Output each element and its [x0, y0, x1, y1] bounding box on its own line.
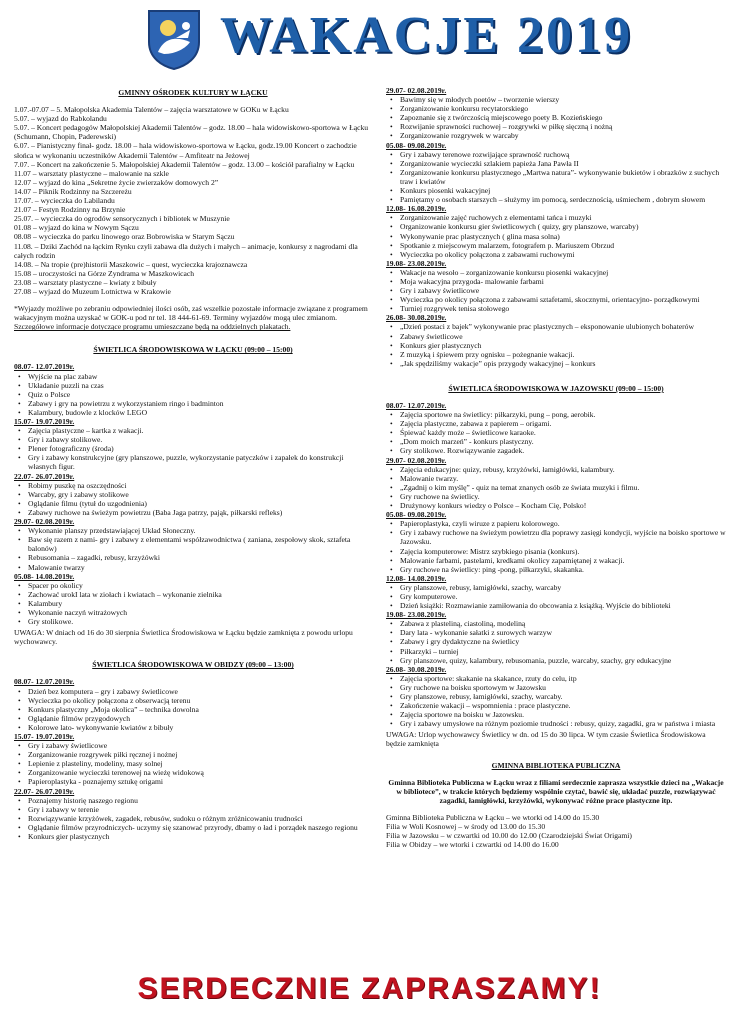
list-item: • Zorganizowanie rozgrywek w warcaby — [400, 131, 726, 140]
list-item: • Śpiewać każdy może – świetlicowe karaoke. — [400, 428, 726, 437]
list-item: • Dzień książki: Rozmawianie zamiłowania do obcowania z książką. Wyjście do biblioteki — [400, 601, 726, 610]
library-hours: Filia w Woli Kosnowej – w środy od 13.00 do 15.30 — [386, 822, 546, 832]
lacko-section-title: ŚWIETLICA ŚRODOWISKOWA W ŁĄCKU (09:00 – 15:00) — [93, 345, 293, 355]
list-item: • Zorganizowanie konkursu recytatorskiego — [400, 104, 726, 113]
activity-list — [14, 481, 372, 517]
activity-list — [386, 95, 726, 140]
list-item: • Plener fotograficzny (środa) — [28, 444, 372, 453]
gok-line: 12.07 – wyjazd do kina „Sekretne życie zwierzaków domowych 2” — [14, 177, 219, 187]
right-column — [386, 86, 726, 849]
list-item: • „Zgadnij o kim myślę” - quiz na temat znanych osób ze świata muzyki i filmu. — [400, 483, 726, 492]
library-hours: Gminna Biblioteka Publiczna w Łącku – we wtorki od 14.00 do 15.30 — [386, 812, 600, 822]
list-item: • Zabawy i gry dydaktyczne na świetlicy — [400, 637, 726, 646]
list-item: • Zajęcia edukacyjne: quizy, rebusy, krzyżówki, łamigłówki, kalambury. — [400, 465, 726, 474]
gok-line: 15.08 – uroczystości na Górze Zyndrama w Maszkowicach — [14, 268, 195, 278]
list-item: • Gry i zabawy terenowe rozwijające sprawność ruchową — [400, 150, 726, 159]
activity-list — [14, 426, 372, 471]
list-item: • Papieroplastyka, czyli wiruze z papieru kolorowego. — [400, 519, 726, 528]
list-item: • Poznajemy historię naszego regionu — [28, 796, 372, 805]
gok-line: 14.07 – Piknik Rodzinny na Szczereżu — [14, 186, 132, 196]
list-item: • Piłkarzyki – turniej — [400, 647, 726, 656]
list-item: • Bawimy się w młodych poetów – tworzenie wierszy — [400, 95, 726, 104]
activity-list — [386, 150, 726, 205]
activity-list — [386, 519, 726, 574]
jazowsko-note: UWAGA: Urlop wychowawcy Świetlicy w dn. od 15 do 30 lipca. W tym czasie Świetlica Środowiskowa będzie zamknięta — [386, 730, 706, 749]
list-item: • Gry i zabawy w terenie — [28, 805, 372, 814]
left-column — [14, 86, 372, 841]
list-item: • Rozwiązywanie krzyżówek, zagadek, rebusów, sudoku o różnym zróżnicowaniu trudności — [28, 814, 372, 823]
activity-list — [14, 526, 372, 571]
gok-line: 11.08. – Dziki Zachód na łąckim Rynku czyli zabawa dla dużych i małych – animacje, konkursy z nagrodami dla całych rodzin — [14, 241, 358, 260]
gok-note: *Wyjazdy możliwe po zebraniu odpowiedniej ilości osób, zaś wszelkie pozostałe informacje związane z programem wakacyjnym można uzyskać w GOK-u pod nr tel. 18 444-61-69. Terminy wyjazdów mogą ulec zmianom. — [14, 304, 368, 323]
list-item: • Gry i zabawy stolikowe. — [28, 435, 372, 444]
week-date: 05.08- 09.08.2019r. — [386, 510, 447, 520]
list-item: • Rebusomania – zagadki, rebusy, krzyżówki — [28, 553, 372, 562]
list-item: • Zajęcia sportowe: skakanie na skakance, rzuty do celu, itp — [400, 674, 726, 683]
gok-line: 6.07. – Pianistyczny finał- godz. 18.00 – hala widowiskowo-sportowa w Łącku, godz.19.00 Koncert o zachodzie słońca w wykonaniu uczestników Akademii Talentów – Amfiteatr na Jeżowej — [14, 141, 357, 160]
list-item: • Układanie puzzli na czas — [28, 381, 372, 390]
list-item: • Zajęcia plastyczne, zabawa z papierem – origami. — [400, 419, 726, 428]
list-item: • „Dom moich marzeń” - konkurs plastyczny. — [400, 437, 726, 446]
list-item: • Wykonanie planszy przedstawiającej Układ Słoneczny. — [28, 526, 372, 535]
activity-list — [386, 619, 726, 664]
week-date: 29.07- 02.08.2019r. — [386, 86, 447, 95]
list-item: • Wakacje na wesoło – zorganizowanie konkursu piosenki wakacyjnej — [400, 268, 726, 277]
list-item: • Wyjście na plac zabaw — [28, 372, 372, 381]
list-item: • Spacer po okolicy — [28, 581, 372, 590]
list-item: • Quiz o Polsce — [28, 390, 372, 399]
gok-line: 11.07 – warsztaty plastyczne – malowanie na szkle — [14, 168, 169, 178]
list-item: • Gry planszowe, rebusy, łamigłówki, szachy, warcaby — [400, 583, 726, 592]
list-item: • „Jak spędziliśmy wakacje” opis przygody wakacyjnej – konkurs — [400, 359, 726, 368]
activity-list — [386, 583, 726, 610]
list-item: • Warcaby, gry i zabawy stolikowe — [28, 490, 372, 499]
list-item: • Zajęcia komputerowe: Mistrz szybkiego pisania (konkurs). — [400, 547, 726, 556]
poster-title: WAKACJE 2019 — [220, 7, 634, 64]
obidza-section-title: ŚWIETLICA ŚRODOWISKOWA W OBIDZY (09:00 – 13:00) — [92, 660, 294, 670]
gok-line: 1.07.-07.07 – 5. Małopolska Akademia Talentów – zajęcia warsztatowe w GOKu w Łącku — [14, 105, 289, 115]
list-item: • Zabawy świetlicowe — [400, 332, 726, 341]
activity-list — [386, 465, 726, 510]
list-item: • Kalambury — [28, 599, 372, 608]
coat-of-arms-icon — [146, 8, 202, 70]
week-date: 19.08- 23.08.2019r. — [386, 610, 447, 620]
week-date: 05.08- 14.08.2019r. — [14, 571, 75, 581]
activity-list — [386, 213, 726, 258]
list-item: • Kalambury, budowle z klocków LEGO — [28, 408, 372, 417]
gok-line: 08.08 – wycieczka do parku linowego oraz Bobrowiska w Starym Sączu — [14, 232, 235, 242]
list-item: • Rozwijanie sprawności ruchowej – rozgrywki w piłkę sięczną i nożną — [400, 122, 726, 131]
week-date: 08.07- 12.07.2019r. — [14, 362, 75, 372]
gok-line: 17.07. – wycieczka do Labilandu — [14, 196, 115, 206]
list-item: • Gry i zabawy konstrukcyjne (gry planszowe, puzzle, wykorzystanie patyczków i zapałek do konstrukcji własnych figur. — [28, 453, 372, 471]
jazowsko-section-title: ŚWIETLICA ŚRODOWISKOWA W JAZOWSKU (09:00 – 15:00) — [448, 383, 664, 393]
list-item: • Gry planszowe, quizy, kalambury, rebusomania, puzzle, warcaby, szachy, gry edukacyjne — [400, 656, 726, 665]
week-date: 12.08- 14.08.2019r. — [386, 573, 447, 583]
list-item: • Gry ruchowe na świetlicy: ping -pong, piłkarzyki, skakanka. — [400, 565, 726, 574]
activity-list — [14, 372, 372, 417]
list-item: • Zapoznanie się z twórczością miejscowego poety B. Kozieńskiego — [400, 113, 726, 122]
week-date: 05.08- 09.08.2019r. — [386, 140, 447, 150]
list-item: • Lepienie z plasteliny, modeliny, masy solnej — [28, 759, 372, 768]
list-item: • Gry i zabawy świetlicowe — [400, 286, 726, 295]
week-date: 22.07- 26.07.2019r. — [14, 471, 75, 481]
week-date: 15.07- 19.07.2019r. — [14, 417, 75, 426]
week-date: 29.07- 02.08.2019r. — [386, 455, 447, 465]
list-item: • Gry ruchowe na świetlicy. — [400, 492, 726, 501]
list-item: • Zorganizowanie konkursu plastycznego „Martwa natura”- wykonywanie bukietów i obrazków z suchych traw i kwiatów — [400, 168, 726, 186]
activity-list — [14, 581, 372, 626]
week-date: 08.07- 12.07.2019r. — [14, 677, 75, 687]
activity-list — [14, 741, 372, 786]
closing-slogan: SERDECZNIE ZAPRASZAMY! — [137, 972, 602, 1005]
list-item: • Dzień bez komputera – gry i zabawy świetlicowe — [28, 687, 372, 696]
list-item: • Oglądanie filmów przygodowych — [28, 714, 372, 723]
list-item: • Malowanie twarzy. — [400, 474, 726, 483]
list-item: • Konkurs gier plastycznych — [400, 341, 726, 350]
activity-list — [386, 322, 726, 367]
list-item: • Zorganizowanie rozgrywek piłki ręcznej i nożnej — [28, 750, 372, 759]
gok-line: 7.07. – Koncert na zakończenie 5. Małopolskiej Akademii Talentów – godz. 13.00 – kościół parafialny w Łącku — [14, 159, 355, 169]
week-date: 26.08- 30.08.2019r. — [386, 664, 447, 674]
list-item: • Oglądanie filmów przyrodniczych- uczymy się szanować przyrody, dbamy o ład i porządek naszego regionu — [28, 823, 372, 832]
gok-line: 14.08. – Na tropie (pre)historii Maszkowic – quest, wycieczka krajoznawcza — [14, 259, 248, 269]
library-section-title: GMINNA BIBLIOTEKA PUBLICZNA — [491, 760, 621, 770]
list-item: • Spotkanie z miejscowym malarzem, fotografem p. Mariuszem Obrzud — [400, 241, 726, 250]
gok-line: 21.07 – Festyn Rodzinny na Brzynie — [14, 205, 126, 215]
library-intro: Gminna Biblioteka Publiczna w Łącku wraz z filiami serdecznie zaprasza wszystkie dzieci na „Wakacje w bibliotece”, w trakcie których będziemy wspólnie czytać, bawić się, układać puzzle, rozwiązywać zagadki, łamigłówki, krzyżówki, wykonywać różne prace plastyczne itp. — [388, 777, 724, 805]
list-item: • Zorganizowanie wycieczki szlakiem papieża Jana Pawła II — [400, 159, 726, 168]
gok-line: 01.08 – wyjazd do kina w Nowym Sączu — [14, 223, 139, 233]
list-item: • Wykonywanie prac plastycznych ( glina masa solna) — [400, 232, 726, 241]
library-hours: Filia w Jazowsku – w czwartki od 10.00 do 12.00 (Czarodziejski Świat Origami) — [386, 831, 632, 841]
list-item: • Drużynowy konkurs wiedzy o Polsce – Kocham Cię, Polsko! — [400, 501, 726, 510]
list-item: • Zakończenie wakacji – wspomnienia : prace plastyczne. — [400, 701, 726, 710]
list-item: • Zajęcia plastyczne – kartka z wakacji. — [28, 426, 372, 435]
list-item: • Konkurs plastyczny „Moja okolica” – technika dowolna — [28, 705, 372, 714]
list-item: • Zajęcia sportowe na świetlicy: piłkarzyki, pung – pong, aerobik. — [400, 410, 726, 419]
week-date: 12.08- 16.08.2019r. — [386, 204, 447, 214]
list-item: • Robimy puszkę na oszczędności — [28, 481, 372, 490]
list-item: • Gry i zabawy świetlicowe — [28, 741, 372, 750]
list-item: • Z muzyką i śpiewem przy ognisku – pożegnanie wakacji. — [400, 350, 726, 359]
list-item: • Konkurs gier plastycznych — [28, 832, 372, 841]
list-item: • Gry komputerowe. — [400, 592, 726, 601]
gok-line: 23.08 – warsztaty plastyczne – kwiaty z bibuły — [14, 277, 157, 287]
gok-section-title: GMINNY OŚRODEK KULTURY W ŁĄCKU — [118, 88, 268, 97]
week-date: 22.07- 26.07.2019r. — [14, 786, 75, 796]
list-item: • Malowanie twarzy — [28, 563, 372, 572]
gok-line: 5.07. – wyjazd do Rabkolandu — [14, 114, 107, 124]
activity-list — [14, 796, 372, 841]
list-item: • Gry i zabawy umysłowe na różnym poziomie trudności : rebusy, quizy, zagadki, gra w państwa i miasta — [400, 719, 726, 728]
gok-note: Szczegółowe informacje dotyczące programu umieszczane będą na oddzielnych plakatach. — [14, 322, 291, 332]
activity-list — [386, 674, 726, 729]
gok-line: 5.07. – Koncert pedagogów Małopolskiej Akademii Talentów – godz. 18.00 – hala widowiskowo-sportowa w Łącku (Schumann, Chopin, Paderewski) — [14, 123, 369, 142]
list-item: • Dary lata - wykonanie sałatki z surowych warzyw — [400, 628, 726, 637]
list-item: • Wycieczka po okolicy połączona z obserwacją terenu — [28, 696, 372, 705]
list-item: • Wycieczka po okolicy połączona z zabawami ruchowymi — [400, 250, 726, 259]
list-item: • Zorganizowanie zajęć ruchowych z elementami tańca i muzyki — [400, 213, 726, 222]
week-date: 29.07- 02.08.2019r. — [14, 517, 75, 527]
list-item: • Gry stolikowe. Rozwiązywanie zagadek. — [400, 446, 726, 455]
list-item: • Baw się razem z nami- gry i zabawy z elementami współzawodnictwa ( zaniana, zespołowy skok, sztafeta balonów) — [28, 535, 372, 553]
lacko-note: UWAGA: W dniach od 16 do 30 sierpnia Świetlica Środowiskowa w Łącku będzie zamknięta z powodu urlopu wychowawcy. — [14, 628, 353, 647]
week-date: 08.07- 12.07.2019r. — [386, 401, 447, 410]
list-item: • Zabawy i gry na powietrzu z wykorzystaniem ringo i badminton — [28, 399, 372, 408]
list-item: • Gry i zabawy ruchowe na świeżym powietrzu dla poprawy zasięgi kondycji, wyjście na boisko sportowe w Jazowsku. — [400, 528, 726, 546]
list-item: • Wycieczka po okolicy połączona z zabawami sztafetami, skocznymi, orientacyjno- porządkowymi — [400, 295, 726, 304]
list-item: • Wykonanie naczyń witrażowych — [28, 608, 372, 617]
list-item: • Zabawy ruchowe na świeżym powietrzu (Baba Jaga patrzy, pająk, piłkarski refleks) — [28, 508, 372, 517]
week-date: 19.08- 23.08.2019r. — [386, 258, 447, 268]
gok-schedule — [14, 105, 372, 296]
list-item: • Turniej rozgrywek tenisa stołowego — [400, 304, 726, 313]
list-item: • Papieroplastyka - poznajemy sztukę origami — [28, 777, 372, 786]
gok-line: 27.08 – wyjazd do Muzeum Lotnictwa w Krakowie — [14, 286, 171, 296]
list-item: • Organizowanie konkursu gier świetlicowych ( quizy, gry planszowe, warcaby) — [400, 222, 726, 231]
list-item: • Moja wakacyjna przygoda- malowanie farbami — [400, 277, 726, 286]
list-item: • Gry ruchowe na boisku sportowym w Jazowsku — [400, 683, 726, 692]
poster-header — [0, 0, 739, 78]
week-date: 15.07- 19.07.2019r. — [14, 732, 75, 741]
list-item: • Pamiętamy o osobach starszych – służymy im pomocą, serdecznością, uśmiechem , dobrym słowem — [400, 195, 726, 204]
list-item: • „Dzień postaci z bajek” wykonywanie prac plastycznych – eksponowanie ulubionych bohaterów — [400, 322, 726, 331]
list-item: • Zabawa z plasteliną, ciastoliną, modeliną — [400, 619, 726, 628]
list-item: • Zajęcia sportowe na boisku w Jazowsku. — [400, 710, 726, 719]
list-item: • Malowanie farbami, pastelami, kredkami okolicy zapamiętanej z wakacji. — [400, 556, 726, 565]
list-item: • Zachować urokI lata w ziołach i kwiatach – wykonanie zielnika — [28, 590, 372, 599]
activity-list — [386, 410, 726, 455]
list-item: • Gry stolikowe. — [28, 617, 372, 626]
activity-list — [386, 268, 726, 313]
library-hours: Filia w Obidzy – we wtorki i czwartki od 14.00 do 16.00 — [386, 840, 559, 850]
week-date: 26.08- 30.08.2019r. — [386, 313, 447, 323]
list-item: • Oglądanie filmu (tytuł do uzgodnienia) — [28, 499, 372, 508]
list-item: • Konkurs piosenki wakacyjnej — [400, 186, 726, 195]
activity-list — [14, 687, 372, 732]
list-item: • Zorganizowanie wycieczki terenowej na wieżę widokową — [28, 768, 372, 777]
gok-line: 25.07. – wycieczka do ogrodów sensorycznych i bibliotek w Muszynie — [14, 214, 230, 224]
list-item: • Kolorowe lato- wykonywanie kwiatów z bibuły — [28, 723, 372, 732]
list-item: • Gry planszowe, rebusy, łamigłówki, szachy, warcaby. — [400, 692, 726, 701]
